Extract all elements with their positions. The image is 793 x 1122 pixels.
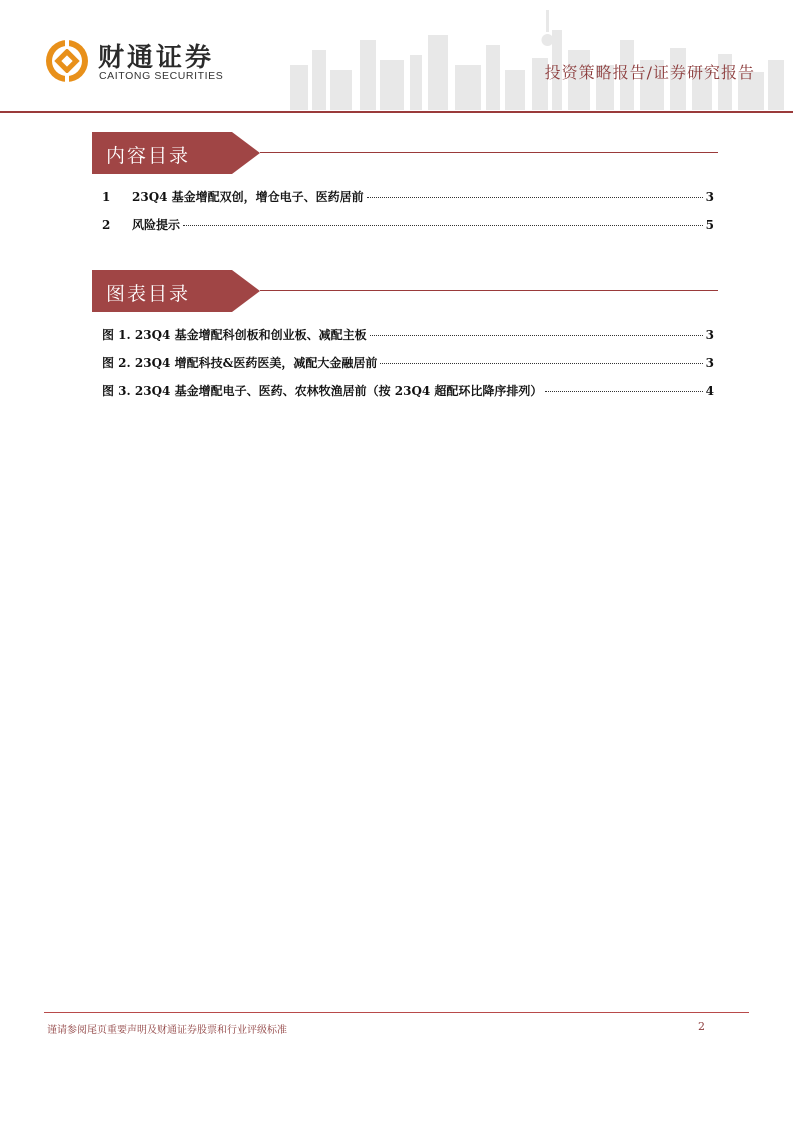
- page-number: 2: [698, 1020, 705, 1033]
- toc-entry-title: 23Q4 基金增配双创，增仓电子、医药居前: [132, 190, 364, 204]
- toc-entry-page: 3: [705, 190, 714, 204]
- figures-banner: [92, 270, 718, 312]
- toc-entry-page: 5: [705, 218, 714, 232]
- toc-entry[interactable]: [102, 216, 714, 244]
- report-type: 投资策略报告/证券研究报告: [544, 63, 755, 82]
- dot-leader: [370, 334, 703, 336]
- banner-rule: [260, 290, 718, 291]
- figure-entry-page: 3: [705, 356, 714, 370]
- figure-entry[interactable]: [102, 354, 714, 382]
- dot-leader: [367, 196, 703, 198]
- header-divider: [0, 111, 793, 113]
- figure-entry-page: 4: [705, 384, 714, 398]
- brand-name-en: CAITONG SECURITIES: [99, 70, 224, 82]
- contents-list: [102, 188, 714, 244]
- figure-entry-title: 图 2. 23Q4 增配科技&医药医美，减配大金融居前: [102, 356, 378, 370]
- banner-rule: [260, 152, 718, 153]
- caitong-logo-icon: [44, 38, 90, 84]
- toc-entry-number: 1: [102, 190, 111, 204]
- toc-entry-number: 2: [102, 218, 111, 232]
- toc-entry[interactable]: [102, 188, 714, 216]
- footer-divider: [44, 1012, 749, 1013]
- figure-entry-title: 图 1. 23Q4 基金增配科创板和创业板、减配主板: [102, 328, 367, 342]
- figure-entry-page: 3: [705, 328, 714, 342]
- toc-entry-title: 风险提示: [132, 218, 181, 232]
- figure-entry[interactable]: [102, 382, 714, 410]
- page-header: [0, 0, 793, 115]
- footer-disclaimer: 谨请参阅尾页重要声明及财通证券股票和行业评级标准: [47, 1025, 287, 1036]
- dot-leader: [380, 362, 702, 364]
- figure-entry-title: 图 3. 23Q4 基金增配电子、医药、农林牧渔居前（按 23Q4 超配环比降序排列）: [102, 384, 543, 398]
- figures-heading: 图表目录: [106, 283, 191, 305]
- dot-leader: [545, 390, 702, 392]
- figure-entry[interactable]: [102, 326, 714, 354]
- contents-heading: 内容目录: [106, 145, 191, 167]
- brand-name-cn: 财通证券: [98, 43, 215, 73]
- figures-list: [102, 326, 714, 410]
- contents-banner: [92, 132, 718, 174]
- dot-leader: [183, 224, 703, 226]
